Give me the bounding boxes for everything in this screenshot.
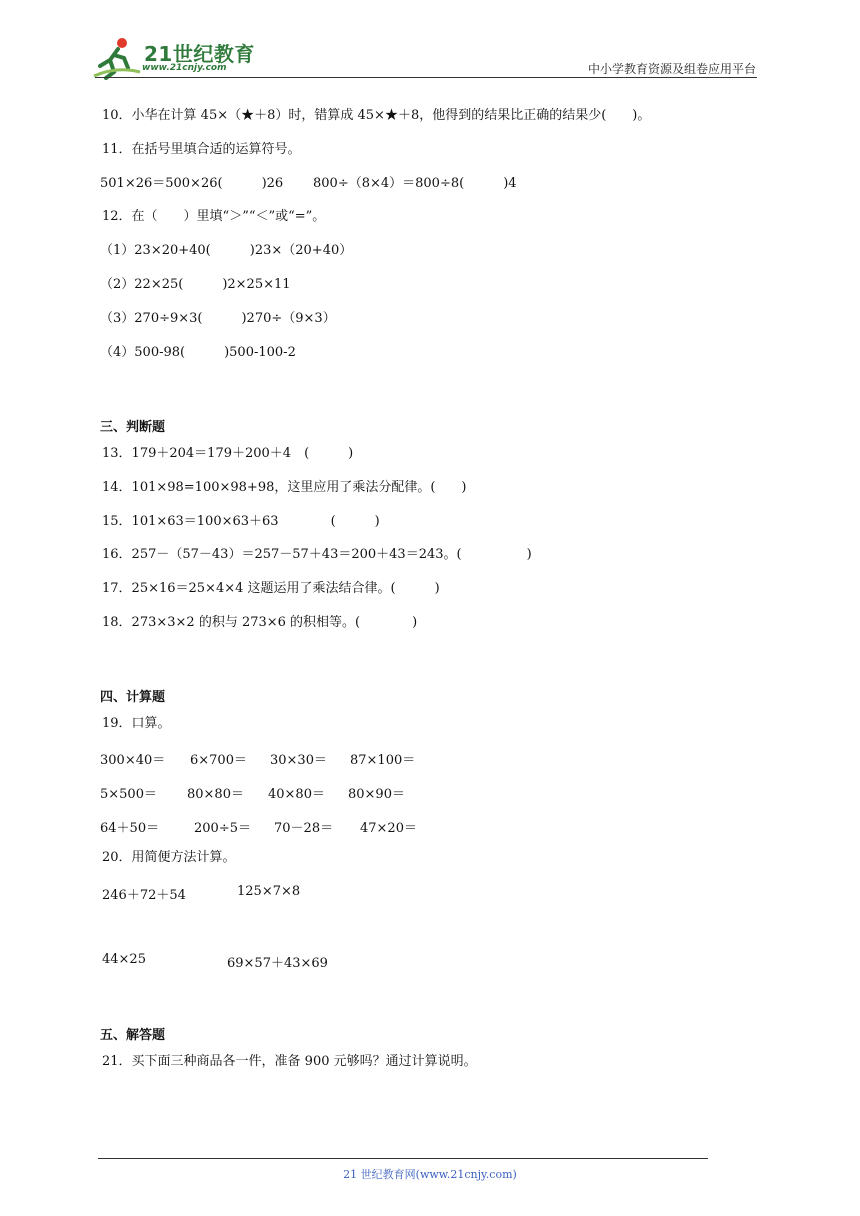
logo-text: 21世纪教育 xyxy=(144,42,255,66)
simplify-calc-item: 44×25 xyxy=(102,952,146,967)
question-12-1: （1）23×20+40( )23×（20+40） xyxy=(100,243,353,258)
question-18: 18．273×3×2 的积与 273×6 的积相等。( ) xyxy=(102,615,418,630)
simplify-calc-item: 69×57＋43×69 xyxy=(227,956,328,971)
question-13: 13．179＋204＝179＋200＋4 ( ) xyxy=(102,446,354,461)
oral-calc-item: 5×500＝ xyxy=(100,787,157,802)
oral-calc-item: 64＋50＝ xyxy=(100,821,160,836)
question-15: 15．101×63＝100×63＋63 ( ) xyxy=(102,514,380,529)
question-20: 20．用简便方法计算。 xyxy=(102,850,236,865)
header-title: 中小学教育资源及组卷应用平台 xyxy=(587,62,756,76)
oral-calc-item: 87×100＝ xyxy=(350,753,416,768)
question-19: 19．口算。 xyxy=(102,716,171,731)
question-14: 14．101×98=100×98+98，这里应用了乘法分配律。( ) xyxy=(102,480,467,495)
section-4-title: 四、计算题 xyxy=(100,690,166,705)
oral-calc-item: 70－28＝ xyxy=(274,821,334,836)
question-12-2: （2）22×25( )2×25×11 xyxy=(100,277,291,292)
question-10: 10．小华在计算 45×（★＋8）时，错算成 45×★＋8，他得到的结果比正确的结果少( )。 xyxy=(102,108,651,123)
question-11-b: 800÷（8×4）＝800÷8( )4 xyxy=(313,176,517,191)
question-17: 17．25×16＝25×4×4 这题运用了乘法结合律。( ) xyxy=(102,581,440,596)
footer-link[interactable]: 21 世纪教育网(www.21cnjy.com) xyxy=(343,1168,517,1181)
oral-calc-item: 80×80＝ xyxy=(187,787,244,802)
oral-calc-item: 40×80＝ xyxy=(268,787,325,802)
question-11: 11．在括号里填合适的运算符号。 xyxy=(102,142,301,157)
section-5-title: 五、解答题 xyxy=(100,1028,166,1043)
question-12-3: （3）270÷9×3( )270÷（9×3） xyxy=(100,311,336,326)
question-21: 21．买下面三种商品各一件，准备 900 元够吗？通过计算说明。 xyxy=(102,1054,477,1069)
site-logo xyxy=(92,36,262,80)
simplify-calc-item: 125×7×8 xyxy=(237,884,301,899)
question-11-a: 501×26＝500×26( )26 xyxy=(100,176,284,191)
oral-calc-item: 30×30＝ xyxy=(270,753,327,768)
oral-calc-item: 200÷5＝ xyxy=(194,821,251,836)
oral-calc-item: 47×20＝ xyxy=(360,821,417,836)
question-12-4: （4）500-98( )500-100-2 xyxy=(100,345,296,360)
footer-divider xyxy=(98,1158,708,1159)
oral-calc-item: 80×90＝ xyxy=(348,787,405,802)
oral-calc-item: 300×40＝ xyxy=(100,753,166,768)
section-3-title: 三、判断题 xyxy=(100,420,166,435)
simplify-calc-item: 246＋72＋54 xyxy=(102,888,186,903)
question-12: 12．在（ ）里填“＞”“＜”或“=”。 xyxy=(102,209,326,224)
logo-url: www.21cnjy.com xyxy=(142,63,227,73)
header-divider xyxy=(95,77,757,78)
question-16: 16．257－（57－43）＝257－57＋43＝200＋43＝243。( ) xyxy=(102,547,532,562)
oral-calc-item: 6×700＝ xyxy=(190,753,247,768)
runner-logo-icon xyxy=(92,36,142,80)
